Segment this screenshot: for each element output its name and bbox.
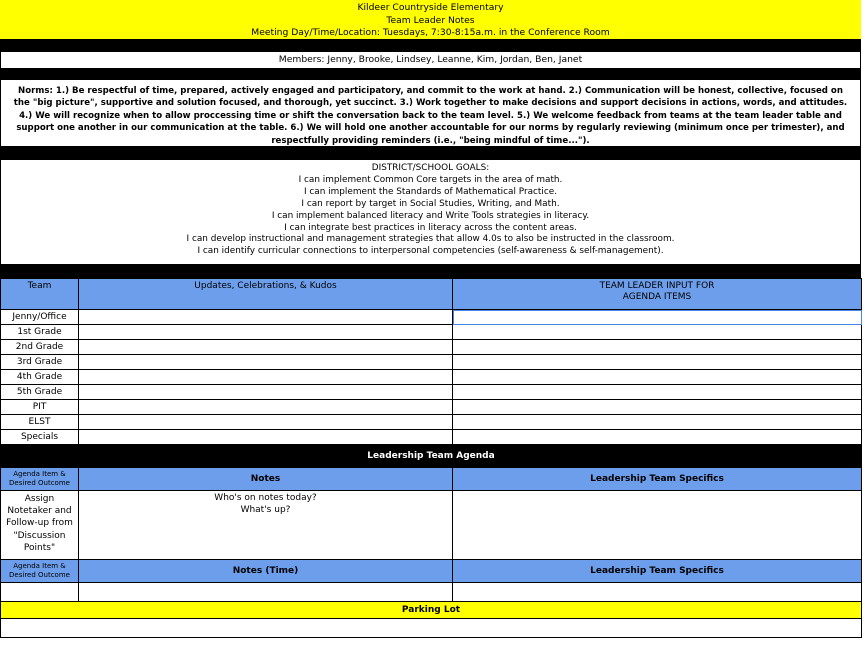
- agenda-label-line2: Desired Outcome: [9, 571, 70, 579]
- agenda-blank-row: [1, 583, 862, 602]
- header-input[interactable]: [453, 279, 862, 310]
- input-cell-selected[interactable]: [453, 310, 862, 325]
- updates-cell[interactable]: [79, 430, 453, 445]
- specifics-header[interactable]: Leadership Team Specifics: [453, 560, 862, 583]
- goal-item: I can implement the Standards of Mathematical Practice.: [303, 186, 558, 197]
- updates-cell[interactable]: [79, 340, 453, 355]
- input-cell[interactable]: [453, 400, 862, 415]
- agenda-item-line: "Discussion: [13, 530, 66, 541]
- input-cell[interactable]: [453, 325, 862, 340]
- table-row: [1, 310, 862, 325]
- divider-bar: [0, 40, 861, 52]
- table-row: [1, 355, 862, 370]
- parking-blank-row: [1, 619, 862, 638]
- agenda-notes-cell[interactable]: [79, 491, 453, 560]
- notes-line: What's up?: [240, 504, 291, 515]
- team-name[interactable]: 3rd Grade: [1, 355, 79, 370]
- input-cell[interactable]: [453, 385, 862, 400]
- agenda-item-label[interactable]: [1, 468, 79, 491]
- input-cell[interactable]: [453, 340, 862, 355]
- updates-cell[interactable]: [79, 355, 453, 370]
- updates-cell[interactable]: [79, 370, 453, 385]
- norms-line: 4.) We will recognize when to allow proccessing time or shift the conversation back to the team level. 5.) We welcome feedback from teams at the team leader table and: [19, 110, 842, 121]
- input-cell[interactable]: [453, 370, 862, 385]
- team-name[interactable]: 4th Grade: [1, 370, 79, 385]
- goal-item: I can implement balanced literacy and Write Tools strategies in literacy.: [271, 210, 590, 221]
- updates-cell[interactable]: [79, 415, 453, 430]
- agenda-header-row: [1, 560, 862, 583]
- agenda-item-line: Follow-up from: [6, 518, 73, 529]
- goals-title: DISTRICT/SCHOOL GOALS:: [371, 163, 490, 173]
- team-name[interactable]: PIT: [1, 400, 79, 415]
- team-table-header: [1, 279, 862, 310]
- parking-lot[interactable]: Parking Lot: [1, 602, 862, 619]
- table-row: [1, 340, 862, 355]
- agenda-item-line: Assign: [24, 494, 55, 504]
- table-row: [1, 370, 862, 385]
- meeting-info: Meeting Day/Time/Location: Tuesdays, 7:30-8:15a.m. in the Conference Room: [251, 27, 610, 38]
- agenda-title[interactable]: Leadership Team Agenda: [1, 445, 862, 468]
- table-row: [1, 385, 862, 400]
- team-name[interactable]: 2nd Grade: [1, 340, 79, 355]
- parking-lot-row: [1, 602, 862, 619]
- norms-line: respectfully providing reminders (i.e., "being mindful of time...").: [271, 135, 590, 146]
- blank-cell[interactable]: [1, 583, 79, 602]
- agenda-item-cell[interactable]: [1, 491, 79, 560]
- agenda-header-row: [1, 468, 862, 491]
- goal-item: I can report by target in Social Studies, Writing, and Math.: [301, 198, 560, 209]
- header-updates[interactable]: Updates, Celebrations, & Kudos: [79, 279, 453, 310]
- agenda-label-line2: Desired Outcome: [9, 479, 70, 487]
- agenda-title-row: [1, 445, 862, 468]
- header-team[interactable]: Team: [1, 279, 79, 310]
- header: [0, 0, 861, 40]
- divider-bar: [0, 146, 861, 160]
- norms-line: support one another in our communication at the table. 6.) We will hold one another accountable for our norms by regularly reviewing (minimum once per trimester), and: [16, 123, 845, 134]
- goal-item: I can identify curricular connections to interpersonal competencies (self-awareness & self-management).: [197, 246, 664, 257]
- goal-item: I can develop instructional and management strategies that allow 4.0s to also be instructed in the classroom.: [186, 234, 675, 245]
- members-row[interactable]: Members: Jenny, Brooke, Lindsey, Leanne, Kim, Jordan, Ben, Janet: [0, 52, 861, 68]
- header-input-line2: AGENDA ITEMS: [622, 292, 692, 302]
- notes-line: Who's on notes today?: [214, 493, 317, 503]
- updates-cell[interactable]: [79, 325, 453, 340]
- norms-line: Norms: 1.) Be respectful of time, prepared, actively engaged and participatory, and commit to the work at hand. 2.) Communication will be honest, collective, focused on: [18, 86, 843, 96]
- input-cell[interactable]: [453, 415, 862, 430]
- updates-cell[interactable]: [79, 400, 453, 415]
- team-name[interactable]: Jenny/Office: [1, 310, 79, 325]
- updates-cell[interactable]: [79, 310, 453, 325]
- team-name[interactable]: 1st Grade: [1, 325, 79, 340]
- table-row: [1, 430, 862, 445]
- agenda-specifics-cell[interactable]: [453, 491, 862, 560]
- input-cell[interactable]: [453, 355, 862, 370]
- table-row: [1, 400, 862, 415]
- blank-cell[interactable]: [453, 583, 862, 602]
- team-table: [0, 278, 862, 638]
- goals-block[interactable]: [0, 160, 861, 264]
- divider-bar: [0, 68, 861, 80]
- updates-cell[interactable]: [79, 385, 453, 400]
- team-name[interactable]: ELST: [1, 415, 79, 430]
- norms-line: the "big picture", supportive and solution focused, and thorough, yet succinct. 3.) Work together to make decisions and support decisions in actions, words, and attitudes.: [13, 98, 848, 109]
- team-name[interactable]: Specials: [1, 430, 79, 445]
- parking-blank-cell[interactable]: [1, 619, 862, 638]
- norms-block[interactable]: [0, 80, 861, 146]
- input-cell[interactable]: [453, 430, 862, 445]
- agenda-item-line: Points": [23, 542, 56, 553]
- agenda-item-line: Notetaker and: [7, 506, 72, 517]
- team-name[interactable]: 5th Grade: [1, 385, 79, 400]
- agenda-item-label[interactable]: [1, 560, 79, 583]
- table-row: [1, 325, 862, 340]
- blank-cell[interactable]: [79, 583, 453, 602]
- notes-time-header[interactable]: Notes (Time): [79, 560, 453, 583]
- agenda-item-row: [1, 491, 862, 560]
- table-row: [1, 415, 862, 430]
- agenda-label-line1: Agenda Item &: [13, 470, 66, 478]
- notes-header[interactable]: Notes: [79, 468, 453, 491]
- goal-item: I can integrate best practices in literacy across the content areas.: [284, 222, 577, 233]
- header-input-line1: TEAM LEADER INPUT FOR: [599, 281, 715, 291]
- agenda-label-line1: Agenda Item &: [13, 562, 66, 570]
- school-name: Kildeer Countryside Elementary: [357, 2, 504, 13]
- divider-bar: [0, 264, 861, 278]
- specifics-header[interactable]: Leadership Team Specifics: [453, 468, 862, 491]
- doc-title: Team Leader Notes: [386, 14, 475, 26]
- goal-item: I can implement Common Core targets in the area of math.: [298, 174, 563, 185]
